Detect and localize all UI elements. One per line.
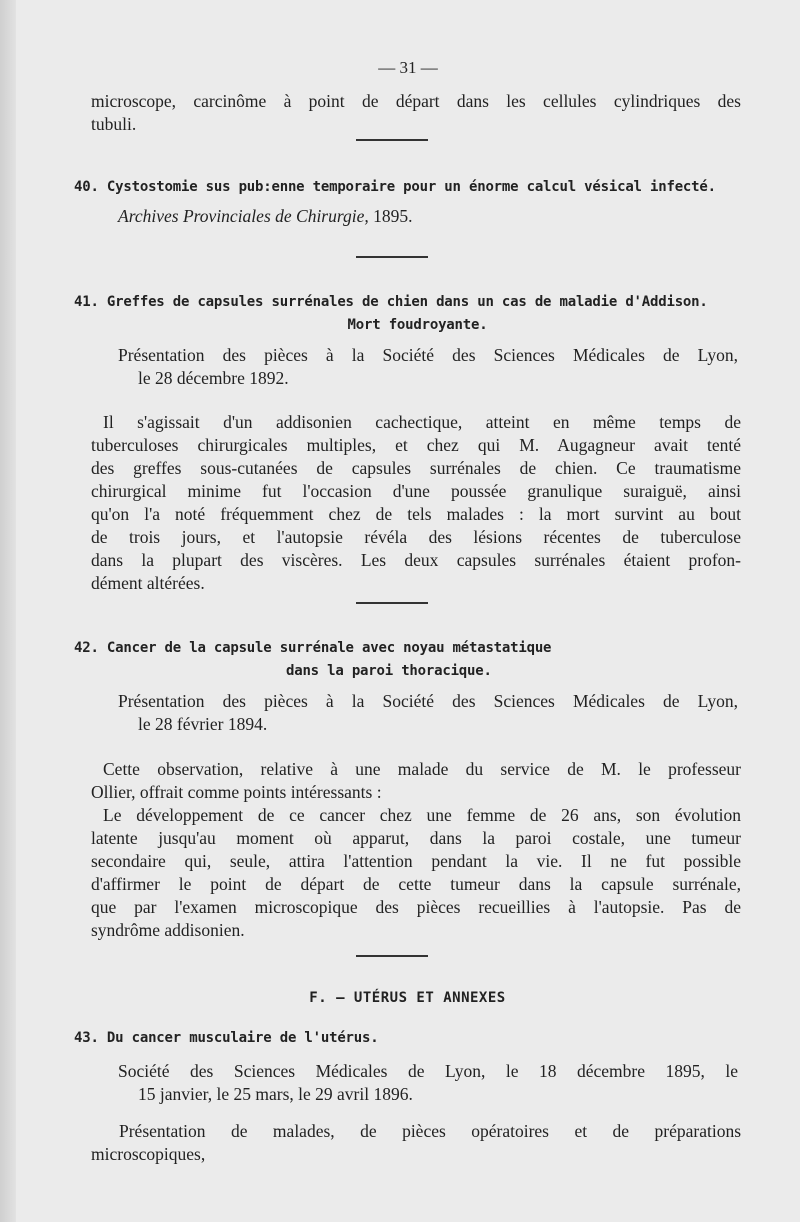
text-line: tuberculoses chirurgicales multiples, et chez qui M. Augagneur avait tenté	[91, 435, 741, 455]
text-line: microscopiques,	[91, 1144, 206, 1164]
text-line: de trois jours, et l'autopsie révéla des lésions récentes de tuberculose	[91, 527, 741, 547]
text-line: Présentation de malades, de pièces opératoires et de préparations	[119, 1121, 741, 1141]
page-number: — 31 —	[378, 58, 438, 77]
text-line: que par l'examen microscopique des pièces recueillies à l'autopsie. Pas de	[91, 897, 741, 917]
entry-title: Du cancer musculaire de l'utérus.	[106, 1030, 379, 1046]
entry-41-body	[91, 411, 741, 595]
text-line: Cette observation, relative à une malade du service de M. le professeur	[103, 759, 741, 779]
entry-number: 41.	[74, 294, 99, 310]
text-line: syndrôme addisonien.	[91, 920, 245, 940]
entry-41-title	[74, 291, 741, 337]
text-line: tubuli.	[91, 114, 137, 134]
intro-paragraph	[91, 90, 741, 136]
separator-rule	[356, 139, 428, 141]
separator-rule	[356, 256, 428, 258]
text-line: Présentation des pièces à la Société des Sciences Médicales de Lyon,	[118, 345, 738, 365]
separator-rule	[356, 955, 428, 957]
text-line: le 28 février 1894.	[138, 714, 268, 734]
entry-40-title	[74, 176, 741, 199]
entry-42-body	[91, 758, 741, 942]
entry-43-body	[91, 1120, 741, 1166]
text-line: le 28 décembre 1892.	[138, 368, 289, 388]
journal-title: Archives Provinciales de Chirurgie,	[118, 206, 369, 226]
text-line: qu'on l'a noté fréquemment chez de tels malades : la mort survint au bout	[91, 504, 741, 524]
text-line: chirurgical minime fut l'occasion d'une poussée granulique suraiguë, ainsi	[91, 481, 741, 501]
text-line: microscope, carcinôme à point de départ dans les cellules cylindriques des	[91, 91, 741, 111]
text-line: des greffes sous-cutanées de capsules surrénales de chien. Ce traumatisme	[91, 458, 741, 478]
reference-year: 1895.	[373, 206, 413, 226]
entry-number: 43.	[74, 1030, 99, 1046]
entry-number: 40.	[74, 179, 99, 195]
text-line: Ollier, offrait comme points intéressants :	[91, 782, 382, 802]
entry-number: 42.	[74, 640, 99, 656]
text-line: Il s'agissait d'un addisonien cachectique, atteint en même temps de	[103, 412, 741, 432]
text-line: d'affirmer le point de départ de cette tumeur dans la capsule surrénale,	[91, 874, 741, 894]
entry-title: Cancer de la capsule surrénale avec noyau métastatique	[106, 640, 552, 656]
entry-title-line2: dans la paroi thoracique.	[286, 663, 492, 679]
entry-43-reference	[118, 1060, 738, 1106]
text-line: Présentation des pièces à la Société des Sciences Médicales de Lyon,	[118, 691, 738, 711]
entry-41-reference	[118, 344, 738, 390]
entry-42-reference	[118, 690, 738, 736]
entry-40-reference	[118, 205, 738, 228]
entry-title: Cystostomie sus pub:enne temporaire pour un énorme calcul vésical infecté.	[106, 179, 716, 195]
text-line: 15 janvier, le 25 mars, le 29 avril 1896.	[138, 1084, 413, 1104]
page-edge-shadow	[0, 0, 16, 1222]
separator-rule	[356, 602, 428, 604]
text-line: dans la plupart des viscères. Les deux capsules surrénales étaient profon-	[91, 550, 741, 570]
text-line: dément altérées.	[91, 573, 205, 593]
section-title: F. — UTÉRUS ET ANNEXES	[309, 990, 506, 1006]
entry-42-title	[74, 637, 741, 683]
text-line: latente jusqu'au moment où apparut, dans la paroi costale, une tumeur	[91, 828, 741, 848]
text-line: Société des Sciences Médicales de Lyon, le 18 décembre 1895, le	[118, 1061, 738, 1081]
text-line: Le développement de ce cancer chez une femme de 26 ans, son évolution	[103, 805, 741, 825]
book-page	[16, 0, 800, 1222]
entry-43-title	[74, 1027, 741, 1050]
entry-title: Greffes de capsules surrénales de chien dans un cas de maladie d'Addison.	[106, 294, 708, 310]
entry-title-line2: Mort foudroyante.	[347, 317, 488, 333]
text-line: secondaire qui, seule, attira l'attention pendant la vie. Il ne fut possible	[91, 851, 741, 871]
